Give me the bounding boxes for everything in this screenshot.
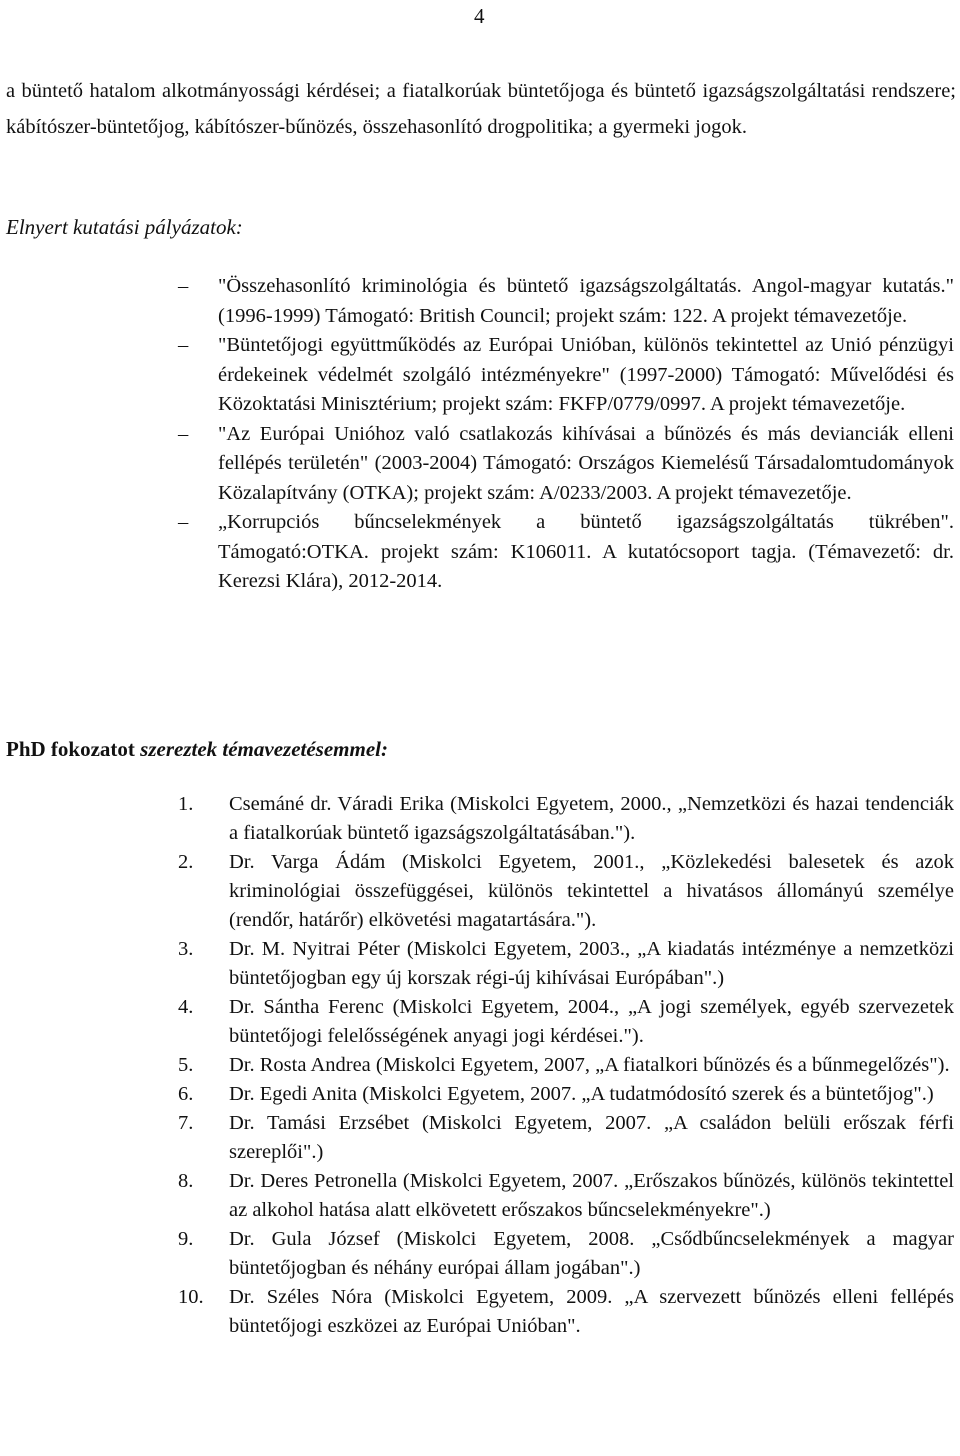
dash-bullet: –: [178, 275, 189, 297]
grant-text: "Az Európai Unióhoz való csatlakozás kihívásai a bűnözés és más devianciák elleni fellépés területén" (2003-2004) Támogató: Országos Kiemelésű Társadalomtudományok Közalapítvány (OTKA); projekt szám: A/0233/2003. A projekt témavezetője.: [218, 422, 954, 504]
item-text: Dr. Széles Nóra (Miskolci Egyetem, 2009. „A szervezett bűnözés elleni fellépés büntetőjogi eszközei az Európai Unióban".: [229, 1286, 954, 1337]
item-number: 5.: [178, 1054, 194, 1076]
phd-list-item: [0, 790, 960, 848]
phd-list-item: [0, 1283, 960, 1341]
phd-heading: [6, 737, 388, 762]
page-number: 4: [474, 4, 485, 28]
item-number: 1.: [178, 793, 194, 815]
grant-item: [0, 420, 960, 509]
phd-list-item: [0, 1051, 960, 1080]
item-number: 8.: [178, 1170, 194, 1192]
item-number: 2.: [178, 851, 194, 873]
phd-list-item: [0, 848, 960, 935]
phd-list-item: [0, 935, 960, 993]
item-text: Dr. Gula József (Miskolci Egyetem, 2008. „Csődbűncselekmények a magyar büntetőjogban és néhány európai állam jogában".): [229, 1228, 954, 1279]
item-text: Dr. Egedi Anita (Miskolci Egyetem, 2007. „A tudatmódosító szerek és a büntetőjog".): [229, 1083, 934, 1105]
grant-text: „Korrupciós bűncselekmények a büntető igazságszolgáltatás tükrében". Támogató:OTKA. projekt szám: K106011. A kutatócsoport tagja. (Témavezető: dr. Kerezsi Klára), 2012-2014.: [218, 511, 954, 592]
intro-paragraph: a büntető hatalom alkotmányossági kérdései; a fiatalkorúak büntetőjoga és büntető igazságszolgáltatási rendszere; kábítószer-büntetőjog, kábítószer-bűnözés, összehasonlító drogpolitika; a gyermeki jogok.: [6, 80, 956, 138]
phd-list-item: [0, 993, 960, 1051]
grant-text: "Büntetőjogi együttműködés az Európai Unióban, különös tekintettel az Unió pénzügyi érdekeinek védelmét szolgáló intézményekre" (1997-2000) Támogató: Művelődési és Közoktatási Minisztérium; projekt szám: FKFP/0779/0997. A projekt témavezetője.: [218, 334, 954, 415]
dash-bullet: –: [178, 422, 189, 445]
item-number: 10.: [178, 1286, 204, 1308]
phd-list-item: [0, 1225, 960, 1283]
grant-text: "Összehasonlító kriminológia és büntető igazságszolgáltatás. Angol-magyar kutatás." (1996-1999) Támogató: British Council; projekt szám: 122. A projekt témavezetője.: [218, 275, 954, 327]
item-number: 6.: [178, 1083, 194, 1105]
grants-list: [0, 272, 960, 597]
grant-item: [0, 331, 960, 420]
item-text: Dr. M. Nyitrai Péter (Miskolci Egyetem, 2003., „A kiadatás intézménye a nemzetközi büntetőjogban egy új korszak régi-új kihívásai Európában".): [229, 938, 954, 989]
item-text: Dr. Rosta Andrea (Miskolci Egyetem, 2007, „A fiatalkori bűnözés és a bűnmegelőzés").: [229, 1054, 950, 1076]
phd-students-list: [0, 790, 960, 1341]
dash-bullet: –: [178, 334, 189, 356]
grant-item: [0, 508, 960, 597]
item-text: Dr. Sántha Ferenc (Miskolci Egyetem, 2004., „A jogi személyek, egyéb szervezetek büntetőjogi felelősségének anyagi jogi kérdései.").: [229, 996, 954, 1047]
item-text: Dr. Deres Petronella (Miskolci Egyetem, 2007. „Erőszakos bűnözés, különös tekintettel az alkohol hatása alatt elkövetett erőszakos bűncselekményekre".): [229, 1170, 954, 1221]
phd-list-item: [0, 1109, 960, 1167]
item-number: 4.: [178, 996, 194, 1018]
item-number: 7.: [178, 1112, 194, 1134]
grants-heading: Elnyert kutatási pályázatok:: [6, 215, 243, 239]
item-text: Dr. Varga Ádám (Miskolci Egyetem, 2001., „Közlekedési balesetek és azok kriminológiai összefüggései, különös tekintettel a hivatásos állományú személye (rendőr, határőr) elkövetési magatartására.").: [229, 851, 954, 931]
item-number: 9.: [178, 1228, 194, 1250]
phd-list-item: [0, 1080, 960, 1109]
dash-bullet: –: [178, 511, 189, 533]
phd-heading-italic: szereztek témavezetésemmel:: [140, 737, 388, 761]
item-text: Csemáné dr. Váradi Erika (Miskolci Egyetem, 2000., „Nemzetközi és hazai tendenciák a fiatalkorúak büntető igazságszolgáltatásában.").: [229, 793, 954, 844]
grant-item: [0, 272, 960, 331]
phd-list-item: [0, 1167, 960, 1225]
item-text: Dr. Tamási Erzsébet (Miskolci Egyetem, 2007. „A családon belüli erőszak férfi szereplői".): [229, 1112, 954, 1163]
phd-heading-bold: PhD fokozatot: [6, 737, 135, 761]
item-number: 3.: [178, 938, 194, 960]
